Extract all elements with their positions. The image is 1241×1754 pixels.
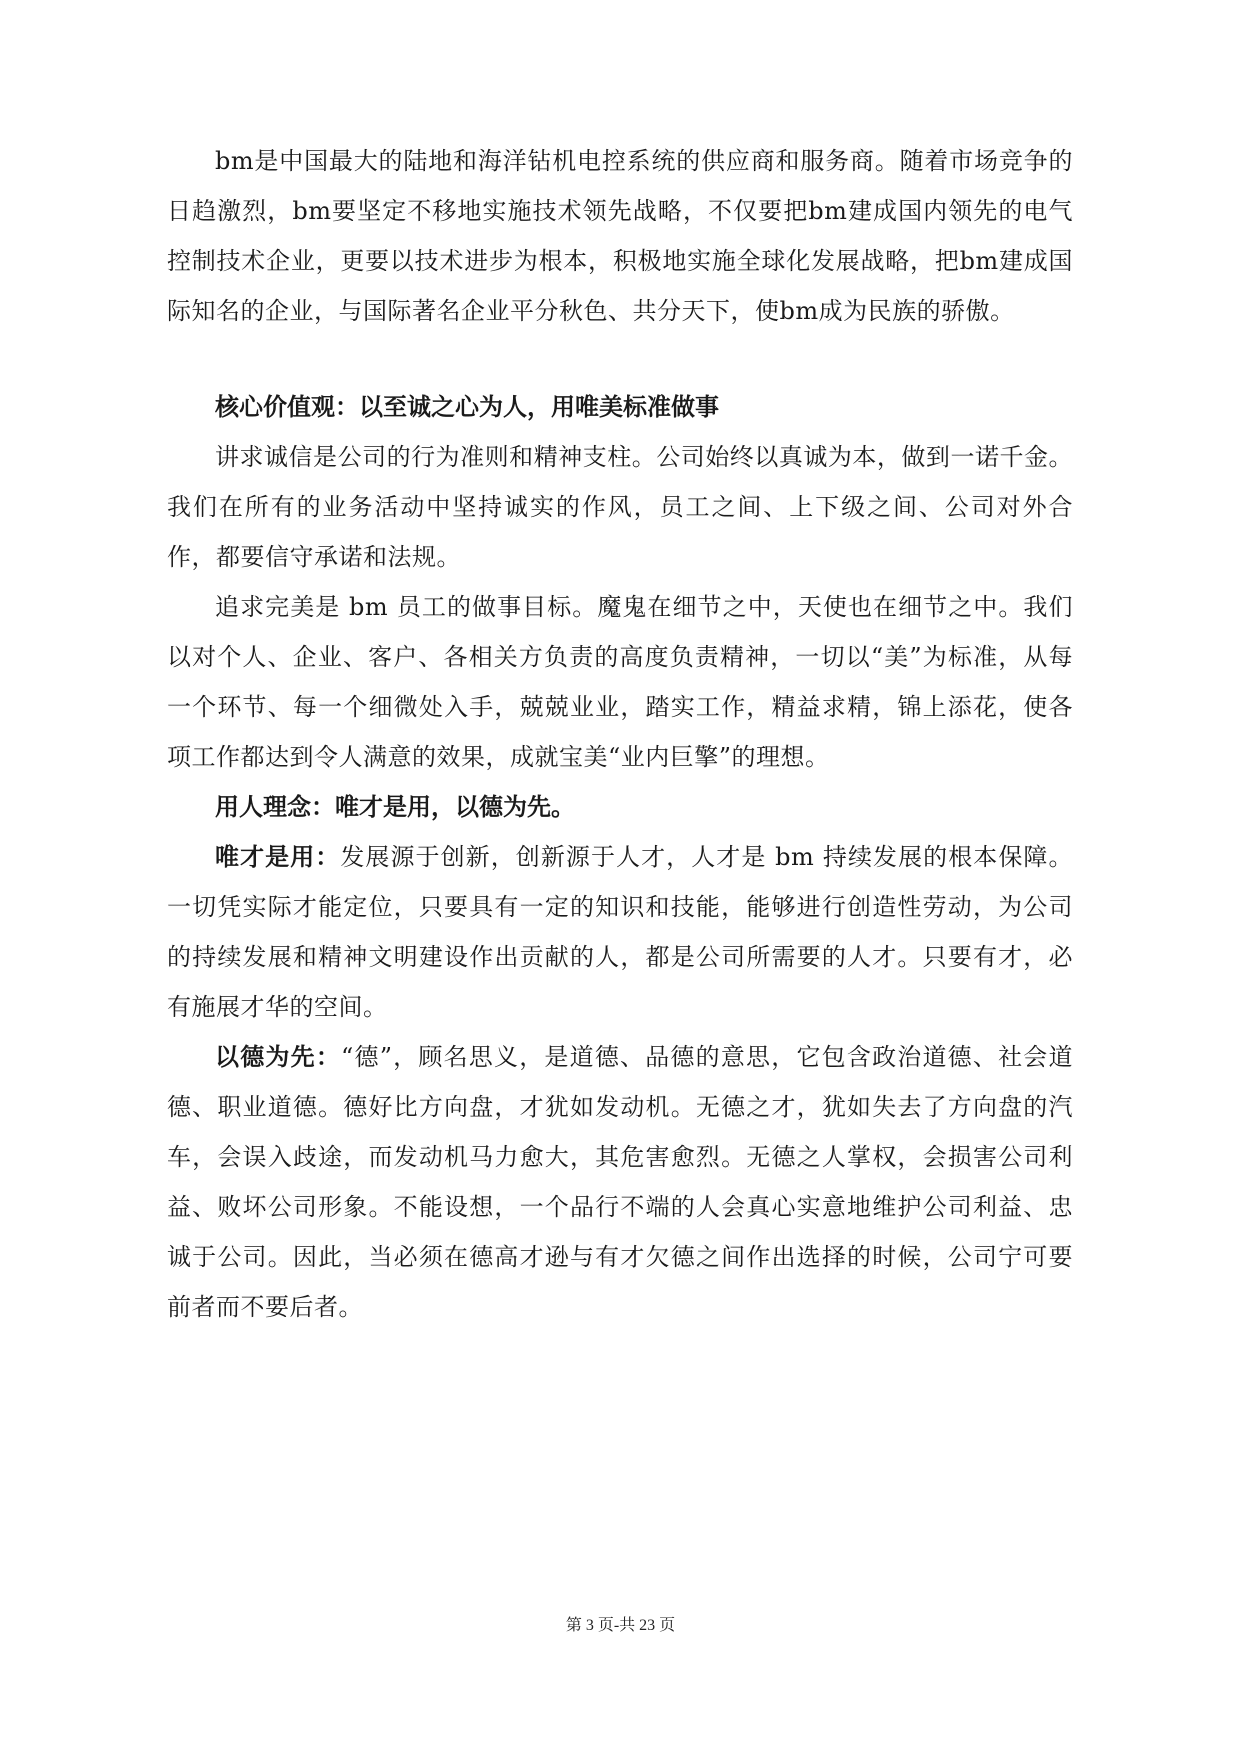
virtue-text: “德”，顾名思义，是道德、品德的意思，它包含政治道德、社会道德、职业道德。德好比方向盘，才犹如发动机。无德之才，犹如失去了方向盘的汽车，会误入歧途，而发动机马力愈大，其危害愈烈。无德之人掌权，会损害公司利益、败坏公司形象。不能设想，一个品行不端的人会真心实意地维护公司利益、忠诚于公司。因此，当必须在德高才逊与有才欠德之间作出选择的时候，公司宁可要前者而不要后者。 bbox=[167, 1043, 1073, 1321]
core-values-heading: 核心价值观：以至诚之心为人，用唯美标准做事 bbox=[215, 393, 719, 421]
talent-text: 发展源于创新，创新源于人才，人才是 bm 持续发展的根本保障。一切凭实际才能定位，只要具有一定的知识和技能，能够进行创造性劳动，为公司的持续发展和精神文明建设作出贡献的人，都是公司所需要的人才。只要有才，必有施展才华的空间。 bbox=[167, 843, 1073, 1021]
document-body bbox=[167, 136, 1073, 1332]
virtue-lead: 以德为先： bbox=[215, 1043, 342, 1071]
talent-paragraph bbox=[167, 832, 1073, 1032]
integrity-paragraph: 讲求诚信是公司的行为准则和精神支柱。公司始终以真诚为本，做到一诺千金。我们在所有的业务活动中坚持诚实的作风，员工之间、上下级之间、公司对外合作，都要信守承诺和法规。 bbox=[167, 443, 1073, 571]
perfection-paragraph: 追求完美是 bm 员工的做事目标。魔鬼在细节之中，天使也在细节之中。我们以对个人、企业、客户、各相关方负责的高度负责精神，一切以“美”为标准，从每一个环节、每一个细微处入手，兢兢业业，踏实工作，精益求精，锦上添花，使各项工作都达到令人满意的效果，成就宝美“业内巨擎”的理想。 bbox=[167, 593, 1073, 771]
talent-lead: 唯才是用： bbox=[215, 843, 341, 871]
section-spacer bbox=[167, 336, 1073, 382]
hiring-heading: 用人理念：唯才是用，以德为先。 bbox=[215, 793, 575, 821]
virtue-paragraph bbox=[167, 1032, 1073, 1332]
page-number-footer: 第 3 页-共 23 页 bbox=[565, 1617, 676, 1634]
intro-paragraph: bm是中国最大的陆地和海洋钻机电控系统的供应商和服务商。随着市场竞争的日趋激烈，bm要坚定不移地实施技术领先战略，不仅要把bm建成国内领先的电气控制技术企业，更要以技术进步为根本，积极地实施全球化发展战略，把bm建成国际知名的企业，与国际著名企业平分秋色、共分天下，使bm成为民族的骄傲。 bbox=[167, 147, 1073, 325]
